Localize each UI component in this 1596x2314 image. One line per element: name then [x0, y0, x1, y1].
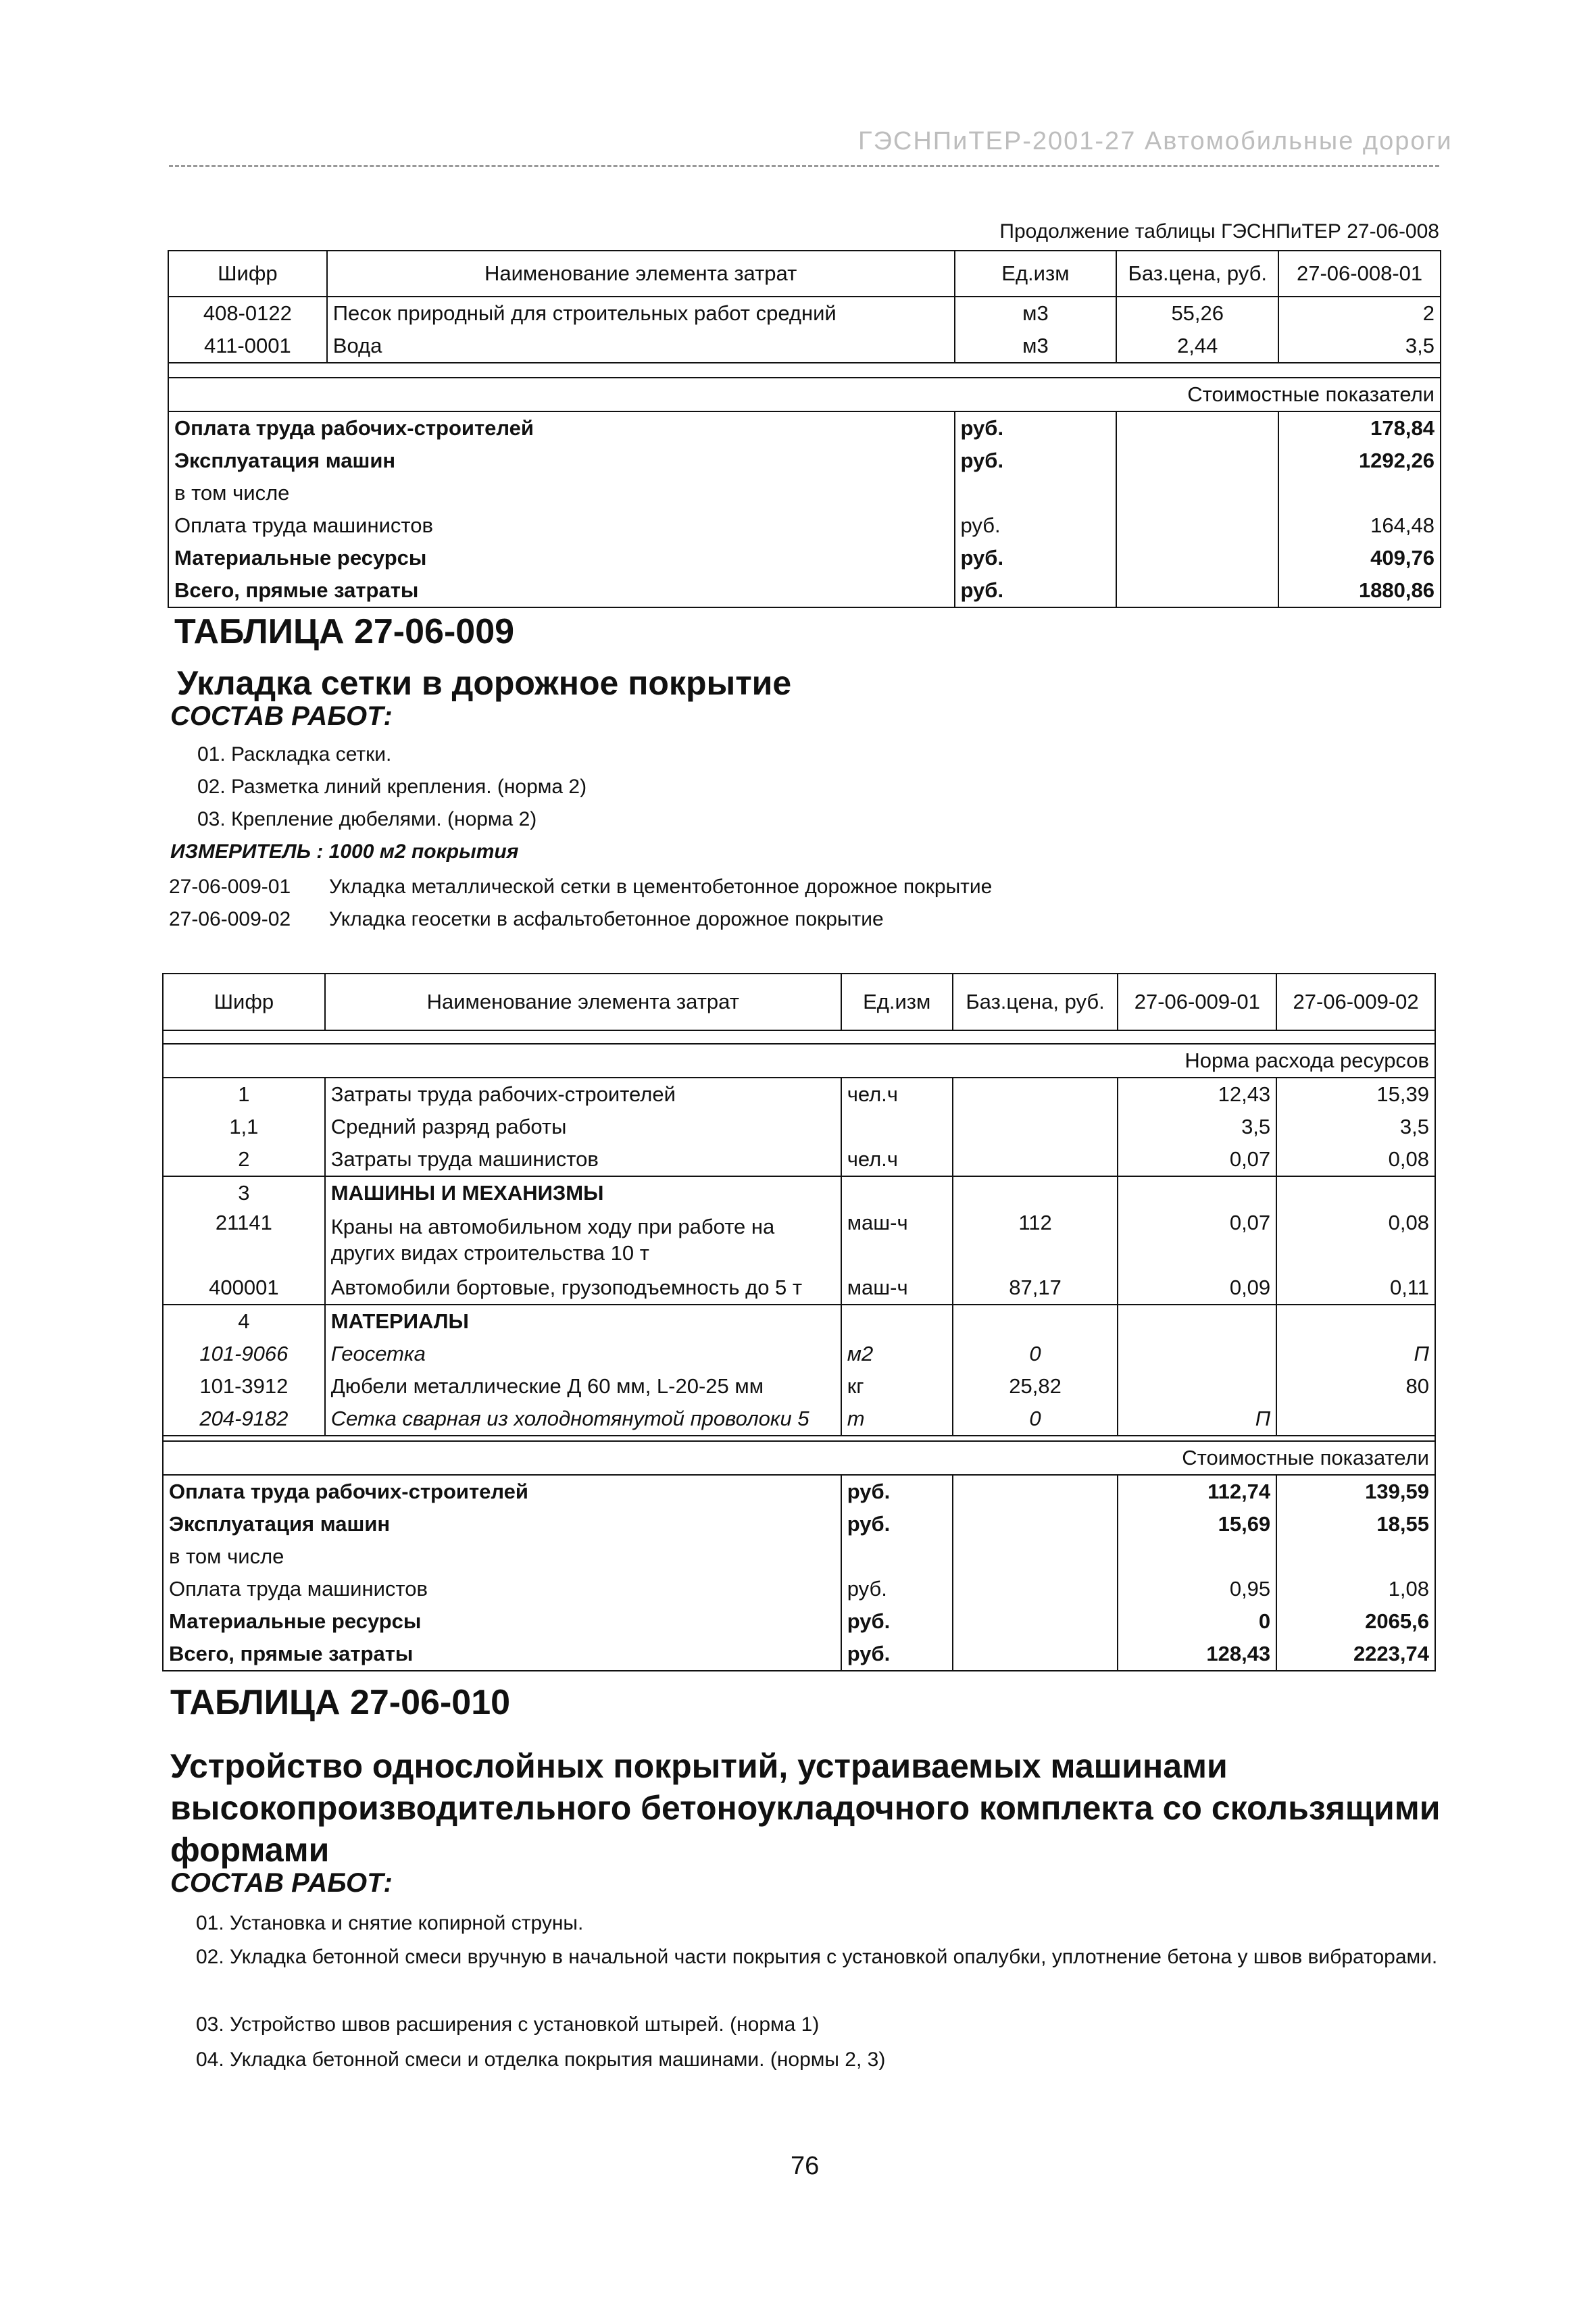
cell-price: 0: [953, 1338, 1118, 1370]
cost-label: Материальные ресурсы: [168, 542, 955, 574]
cell-code: 3: [163, 1176, 325, 1209]
running-header: ГЭСНПиТЕР-2001-27 Автомобильные дороги: [858, 127, 1453, 155]
cell-code: 204-9182: [163, 1403, 325, 1436]
cell-unit: кг: [841, 1370, 953, 1403]
header-cell: Шифр: [163, 974, 325, 1030]
cell-price: [953, 1078, 1118, 1111]
section-subtitle: Укладка сетки в дорожное покрытие: [177, 664, 792, 702]
cost-label: в том числе: [163, 1540, 841, 1573]
cell-price: 112: [953, 1209, 1118, 1272]
cost-value: 112,74: [1118, 1475, 1276, 1508]
cost-header: Стоимостные показатели: [163, 1441, 1435, 1475]
norm-header: Норма расхода ресурсов: [163, 1044, 1435, 1078]
norm-header-row: [163, 1044, 1435, 1078]
cell-unit: м2: [841, 1338, 953, 1370]
cost-row: [168, 542, 1441, 574]
spacer-row: [168, 363, 1441, 378]
work-step: 03. Устройство швов расширения с установкой штырей. (норма 1): [196, 2013, 820, 2036]
cost-unit: руб.: [955, 509, 1117, 542]
cost-label: Материальные ресурсы: [163, 1605, 841, 1638]
cost-row: [163, 1605, 1435, 1638]
work-step: 02. Укладка бетонной смеси вручную в начальной части покрытия с установкой опалубки, уплотнение бетона у швов вибраторами.: [196, 1946, 1438, 1968]
table-row: [163, 1176, 1435, 1209]
cell-code: 21141: [163, 1209, 325, 1272]
cost-row: [168, 411, 1441, 445]
cost-unit: руб.: [841, 1605, 953, 1638]
cell-name: МАТЕРИАЛЫ: [325, 1305, 841, 1338]
cost-header-row: [168, 378, 1441, 411]
cost-label: Эксплуатация машин: [163, 1508, 841, 1540]
cell-value: 3,5: [1278, 330, 1441, 363]
cell-price: 2,44: [1116, 330, 1278, 363]
section-title: ТАБЛИЦА 27-06-010: [170, 1683, 511, 1722]
table-header-row: [168, 251, 1441, 297]
cell-price: 25,82: [953, 1370, 1118, 1403]
cell-value: [1118, 1338, 1276, 1370]
work-step: 03. Крепление дюбелями. (норма 2): [197, 808, 537, 830]
cost-value: 2223,74: [1276, 1638, 1435, 1671]
table-row: [163, 1305, 1435, 1338]
cell-value: 15,39: [1276, 1078, 1435, 1111]
cell-value: [1118, 1370, 1276, 1403]
cell-unit: маш-ч: [841, 1272, 953, 1305]
cost-value: 1,08: [1276, 1573, 1435, 1605]
table-row: [168, 297, 1441, 330]
cost-value: 1880,86: [1278, 574, 1441, 607]
cost-value: 18,55: [1276, 1508, 1435, 1540]
table-27-06-009: [162, 973, 1436, 1671]
table-row: [163, 1403, 1435, 1436]
cell-value: [1276, 1403, 1435, 1436]
cost-row: [163, 1638, 1435, 1671]
header-cell: Наименование элемента затрат: [325, 974, 841, 1030]
cost-value: 409,76: [1278, 542, 1441, 574]
cost-label: Оплата труда рабочих-строителей: [163, 1475, 841, 1508]
table-row: [163, 1272, 1435, 1305]
spacer-row: [163, 1030, 1435, 1044]
cell-name: Геосетка: [325, 1338, 841, 1370]
cell-code: 1,1: [163, 1111, 325, 1143]
cell-name: Средний разряд работы: [325, 1111, 841, 1143]
page-number: 76: [791, 2152, 820, 2180]
cell-name: Автомобили бортовые, грузоподъемность до 5 т: [325, 1272, 841, 1305]
table-row: [163, 1370, 1435, 1403]
cost-value: 15,69: [1118, 1508, 1276, 1540]
cell-code: 408-0122: [168, 297, 327, 330]
code-description: Укладка геосетки в асфальтобетонное дорожное покрытие: [329, 908, 884, 930]
cell-name: Вода: [327, 330, 955, 363]
work-step: 04. Укладка бетонной смеси и отделка покрытия машинами. (нормы 2, 3): [196, 2048, 886, 2071]
cell-value: 0,07: [1118, 1209, 1276, 1272]
cell-code: 1: [163, 1078, 325, 1111]
cell-price: 55,26: [1116, 297, 1278, 330]
cost-label: в том числе: [168, 477, 955, 509]
cell-code: 101-9066: [163, 1338, 325, 1370]
cost-row: [163, 1540, 1435, 1573]
table-continuation-label: Продолжение таблицы ГЭСНПиТЕР 27-06-008: [999, 220, 1439, 243]
header-cell: Шифр: [168, 251, 327, 297]
cost-row: [163, 1508, 1435, 1540]
cell-name: Краны на автомобильном ходу при работе на других видах строительства 10 т: [325, 1209, 841, 1272]
cell-unit: м3: [955, 297, 1117, 330]
table-header-row: [163, 974, 1435, 1030]
cost-label: Оплата труда рабочих-строителей: [168, 411, 955, 445]
cell-code: 4: [163, 1305, 325, 1338]
cost-row: [163, 1573, 1435, 1605]
header-cell: Наименование элемента затрат: [327, 251, 955, 297]
cost-value: 0: [1118, 1605, 1276, 1638]
section-subtitle: Устройство однослойных покрытий, устраиваемых машинами высокопроизводительного бетоноукладочного комплекта со скользящими формами: [170, 1747, 1441, 1869]
cell-price: [953, 1143, 1118, 1176]
cell-value: 0,09: [1118, 1272, 1276, 1305]
spacer-row: [163, 1436, 1435, 1441]
cell-value: 80: [1276, 1370, 1435, 1403]
cost-row: [168, 445, 1441, 477]
cell-code: 101-3912: [163, 1370, 325, 1403]
code-number: 27-06-009-01: [169, 876, 291, 898]
sostav-heading: СОСТАВ РАБОТ:: [170, 1868, 393, 1898]
cell-value: П: [1276, 1338, 1435, 1370]
cell-value: 0,11: [1276, 1272, 1435, 1305]
cost-label: Оплата труда машинистов: [168, 509, 955, 542]
cost-value: 1292,26: [1278, 445, 1441, 477]
cell-value: 12,43: [1118, 1078, 1276, 1111]
section-title: ТАБЛИЦА 27-06-009: [174, 612, 515, 651]
cost-value: 0,95: [1118, 1573, 1276, 1605]
cell-value: 0,08: [1276, 1209, 1435, 1272]
table-row: [163, 1338, 1435, 1370]
cost-value: 164,48: [1278, 509, 1441, 542]
cost-unit: руб.: [955, 574, 1117, 607]
cost-value: 139,59: [1276, 1475, 1435, 1508]
header-rule: [169, 165, 1439, 167]
cost-label: Эксплуатация машин: [168, 445, 955, 477]
cell-unit: маш-ч: [841, 1209, 953, 1272]
cell-unit: м3: [955, 330, 1117, 363]
code-description: Укладка металлической сетки в цементобетонное дорожное покрытие: [329, 876, 993, 898]
cell-value: 3,5: [1276, 1111, 1435, 1143]
cell-code: 400001: [163, 1272, 325, 1305]
cell-unit: [841, 1111, 953, 1143]
cost-unit: руб.: [841, 1475, 953, 1508]
cost-unit: руб.: [841, 1573, 953, 1605]
cell-price: 87,17: [953, 1272, 1118, 1305]
cost-unit: руб.: [955, 445, 1117, 477]
header-cell: Ед.изм: [841, 974, 953, 1030]
cell-value: 0,08: [1276, 1143, 1435, 1176]
cost-value: 178,84: [1278, 411, 1441, 445]
cell-price: [953, 1111, 1118, 1143]
work-step: 02. Разметка линий крепления. (норма 2): [197, 776, 587, 798]
cost-unit: руб.: [841, 1508, 953, 1540]
cost-label: Всего, прямые затраты: [168, 574, 955, 607]
cost-label: Всего, прямые затраты: [163, 1638, 841, 1671]
cell-price: 0: [953, 1403, 1118, 1436]
cell-code: 2: [163, 1143, 325, 1176]
cell-code: 411-0001: [168, 330, 327, 363]
cell-unit: чел.ч: [841, 1078, 953, 1111]
cell-value: 0,07: [1118, 1143, 1276, 1176]
work-step: 01. Раскладка сетки.: [197, 743, 392, 765]
cost-value: 2065,6: [1276, 1605, 1435, 1638]
cost-header: Стоимостные показатели: [168, 378, 1441, 411]
cell-value: П: [1118, 1403, 1276, 1436]
cost-row: [168, 509, 1441, 542]
cost-unit: руб.: [955, 542, 1117, 574]
cost-value: 128,43: [1118, 1638, 1276, 1671]
cost-label: Оплата труда машинистов: [163, 1573, 841, 1605]
code-number: 27-06-009-02: [169, 908, 291, 930]
cell-name: Песок природный для строительных работ средний: [327, 297, 955, 330]
cost-unit: руб.: [841, 1638, 953, 1671]
table-row: [168, 330, 1441, 363]
header-cell: Баз.цена, руб.: [953, 974, 1118, 1030]
work-step: 01. Установка и снятие копирной струны.: [196, 1912, 584, 1934]
cell-unit: чел.ч: [841, 1143, 953, 1176]
izmeritel: ИЗМЕРИТЕЛЬ : 1000 м2 покрытия: [170, 840, 519, 863]
header-cell: 27-06-009-02: [1276, 974, 1435, 1030]
cost-row: [168, 477, 1441, 509]
table-row: [163, 1209, 1435, 1272]
table-27-06-008: [168, 250, 1441, 608]
header-cell: 27-06-009-01: [1118, 974, 1276, 1030]
table-row: [163, 1111, 1435, 1143]
table-row: [163, 1143, 1435, 1176]
cell-name: Затраты труда машинистов: [325, 1143, 841, 1176]
header-cell: 27-06-008-01: [1278, 251, 1441, 297]
cell-value: 3,5: [1118, 1111, 1276, 1143]
cell-name: Сетка сварная из холоднотянутой проволоки 5: [325, 1403, 841, 1436]
header-cell: Баз.цена, руб.: [1116, 251, 1278, 297]
cell-name: Дюбели металлические Д 60 мм, L-20-25 мм: [325, 1370, 841, 1403]
cell-value: 2: [1278, 297, 1441, 330]
cost-header-row: [163, 1441, 1435, 1475]
cell-unit: т: [841, 1403, 953, 1436]
cost-row: [168, 574, 1441, 607]
cost-row: [163, 1475, 1435, 1508]
cell-name: МАШИНЫ И МЕХАНИЗМЫ: [325, 1176, 841, 1209]
cost-unit: руб.: [955, 411, 1117, 445]
sostav-heading: СОСТАВ РАБОТ:: [170, 701, 393, 731]
cell-name: Затраты труда рабочих-строителей: [325, 1078, 841, 1111]
table-row: [163, 1078, 1435, 1111]
header-cell: Ед.изм: [955, 251, 1117, 297]
